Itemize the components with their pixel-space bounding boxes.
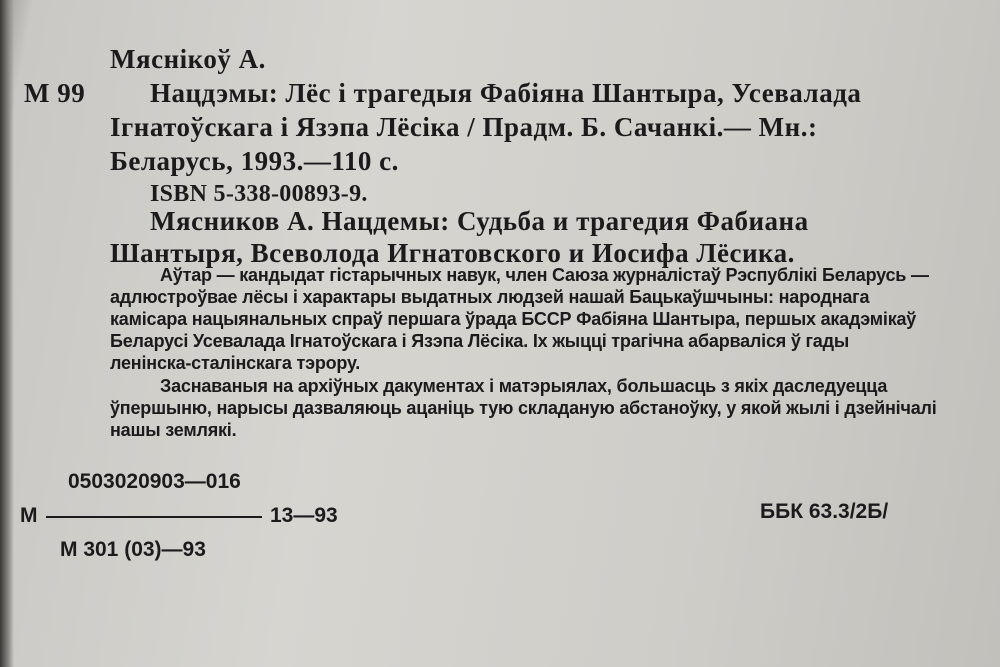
annotation-line-7: ўпершыню, нарысы дазваляюць ацаніць тую складаную абстаноўку, у якой жылі і дзейнічалі [110,398,937,418]
code-numerator: 0503020903—016 [68,470,241,493]
annotation-line-1: Аўтар — кандыдат гістарычных навук, член Саюза журналістаў Рэспублікі Беларусь — [160,265,929,285]
annotation-line-5: ленінска-сталінскага тэрору. [110,353,360,373]
shelf-code: М 99 [24,78,86,108]
title-line-1: Нацдэмы: Лёс і трагедыя Фабіяна Шантыра, Усевалада [150,78,862,108]
annotation-line-3: камісара нацыянальных спраў першага ўрада БССР Фабіяна Шантыра, першых акадэмікаў [110,309,917,329]
isbn: ISBN 5-338-00893-9. [150,181,368,207]
annotation-line-8: нашы землякі. [110,420,237,440]
bbk-code: ББК 63.3/2Б/ [760,500,889,523]
code-denominator: М 301 (03)—93 [60,538,206,561]
author-heading: Мяснікоў А. [110,44,266,74]
title-line-2: Ігнатоўскага і Язэпа Лёсіка / Прадм. Б. Сачанкі.— Мн.: [110,112,818,142]
annotation-line-4: Беларусі Усевалада Ігнатоўскага і Язэпа Лёсіка. Іх жыцці трагічна абарваліся ў гады [110,331,849,351]
annotation-line-6: Заснаваныя на архіўных дакументах і матэрыялах, большасць з якіх даследуецца [160,376,888,396]
title-line-3: Беларусь, 1993.—110 с. [110,146,399,176]
russian-title-line-2: Шантыря, Всеволода Игнатовского и Иосифа Лёсика. [110,238,795,268]
annotation-line-2: адлюстроўвае лёсы і характары выдатных людзей нашай Бацькаўшчыны: народнага [110,287,870,307]
page-edge-shadow [0,0,14,667]
code-letter: М [20,504,38,527]
russian-title-line-1: Мясников А. Нацдемы: Судьба и трагедия Фабиана [150,206,809,236]
code-suffix: 13—93 [270,504,338,527]
fraction-rule [46,516,262,518]
